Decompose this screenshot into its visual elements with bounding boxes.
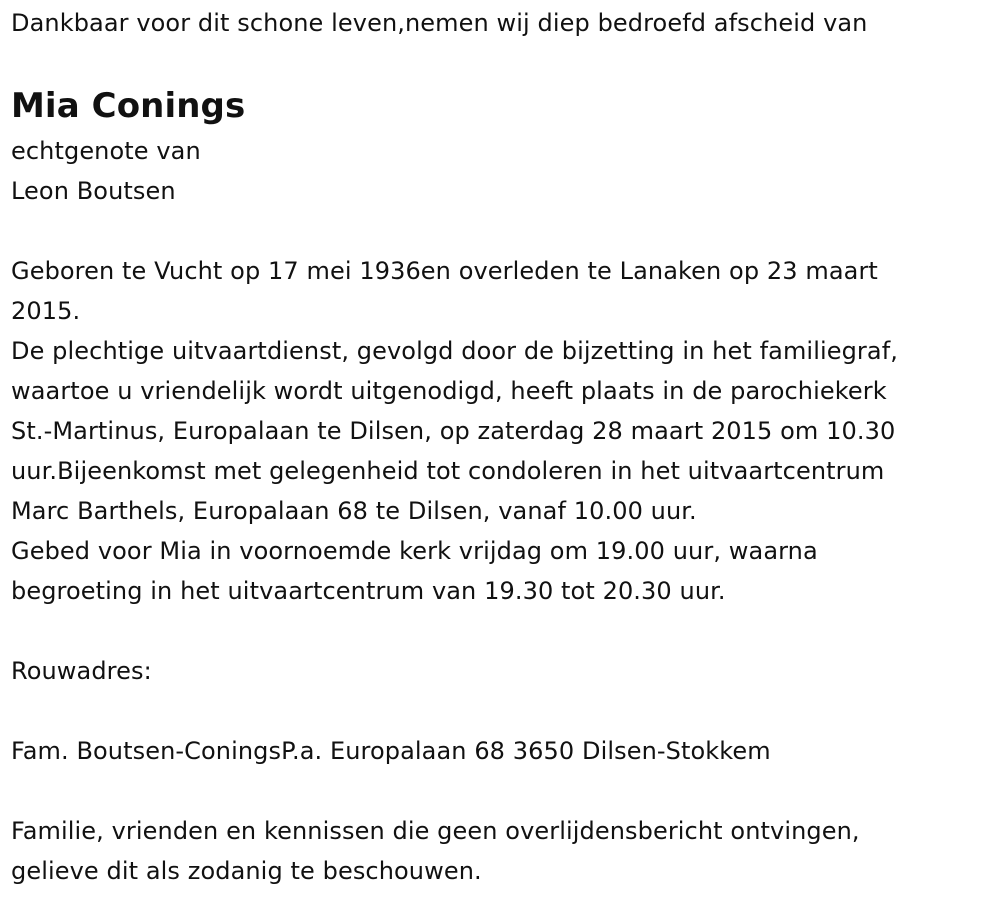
body-line: uur.Bijeenkomst met gelegenheid tot condoleren in het uitvaartcentrum [11, 457, 885, 485]
closing-line: Familie, vrienden en kennissen die geen overlijdensbericht ontvingen, [11, 817, 860, 845]
body-line: waartoe u vriendelijk wordt uitgenodigd, heeft plaats in de parochiekerk [11, 377, 887, 405]
body-line: Geboren te Vucht op 17 mei 1936en overleden te Lanaken op 23 maart [11, 257, 878, 285]
body-line: begroeting in het uitvaartcentrum van 19.30 tot 20.30 uur. [11, 577, 726, 605]
relation-line: echtgenote van [11, 137, 201, 165]
body-line: De plechtige uitvaartdienst, gevolgd door de bijzetting in het familiegraf, [11, 337, 898, 365]
address-label: Rouwadres: [11, 657, 152, 685]
intro-text: Dankbaar voor dit schone leven,nemen wij diep bedroefd afscheid van [11, 9, 868, 37]
body-line: Marc Barthels, Europalaan 68 te Dilsen, vanaf 10.00 uur. [11, 497, 697, 525]
spacer [11, 691, 996, 731]
spacer [11, 771, 996, 811]
obituary-notice [11, 3, 996, 891]
closing-line: gelieve dit als zodanig te beschouwen. [11, 857, 482, 885]
spacer [11, 211, 996, 251]
deceased-name: Mia Conings [11, 86, 246, 126]
body-line: St.-Martinus, Europalaan te Dilsen, op zaterdag 28 maart 2015 om 10.30 [11, 417, 896, 445]
body-line: 2015. [11, 297, 81, 325]
mourning-address: Fam. Boutsen-ConingsP.a. Europalaan 68 3650 Dilsen-Stokkem [11, 737, 771, 765]
body-line: Gebed voor Mia in voornoemde kerk vrijdag om 19.00 uur, waarna [11, 537, 818, 565]
spouse-name: Leon Boutsen [11, 177, 176, 205]
spacer [11, 611, 996, 651]
